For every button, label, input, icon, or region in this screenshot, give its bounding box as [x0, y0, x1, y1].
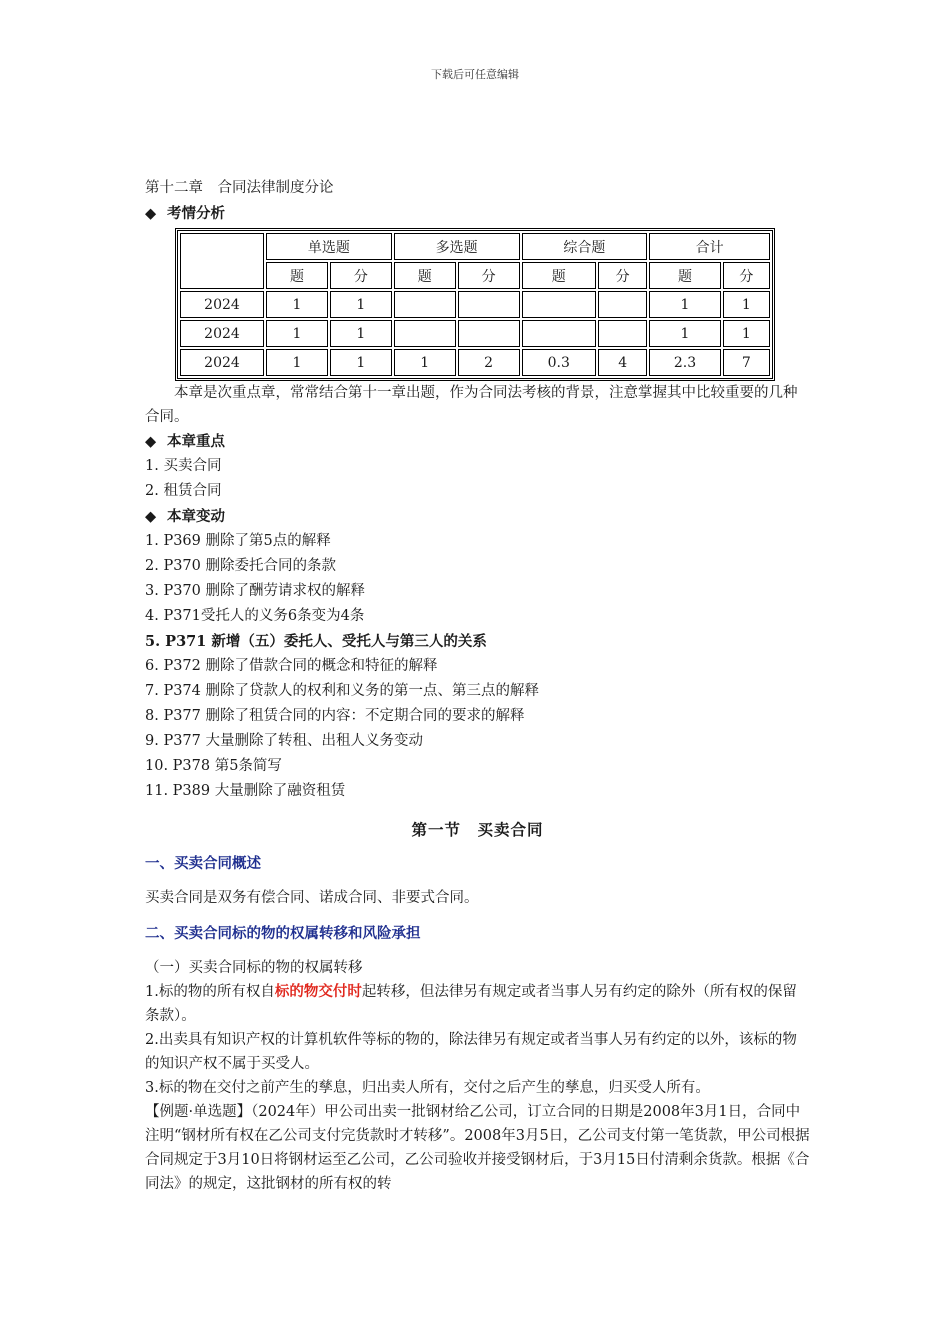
year-cell: 2024 [180, 349, 264, 376]
highlight-delivery-time: 标的物交付时 [274, 983, 362, 1000]
intro-paragraph: 本章是次重点章，常常结合第十一章出题，作为合同法考核的背景，注意掌握其中比较重要的几种合同。 [145, 385, 798, 425]
table-cell: 1 [723, 291, 770, 318]
table-cell: 1 [266, 320, 328, 347]
table-cell: 2.3 [649, 349, 721, 376]
chapter-title: 第十二章 合同法律制度分论 [145, 180, 334, 196]
subheader-cell: 分 [723, 262, 770, 289]
table-cell [458, 320, 520, 347]
group-header-single: 单选题 [266, 233, 392, 260]
table-row [180, 349, 770, 376]
list-item: 5. P371 新增（五）委托人、受托人与第三人的关系 [145, 633, 487, 650]
subsection-heading-overview: 一、买卖合同概述 [145, 855, 261, 872]
exam-stats-table [175, 228, 775, 381]
table-cell: 1 [723, 320, 770, 347]
table-corner-cell [180, 233, 264, 289]
list-item: 11. P389 大量删除了融资租赁 [145, 783, 346, 799]
subheader-cell: 题 [522, 262, 597, 289]
table-cell: 0.3 [522, 349, 597, 376]
list-item: 8. P377 删除了租赁合同的内容：不定期合同的要求的解释 [145, 708, 525, 724]
table-cell: 1 [394, 349, 456, 376]
list-item: 1. 买卖合同 [145, 458, 222, 474]
subheader-cell: 题 [649, 262, 721, 289]
group-header-comprehensive: 综合题 [522, 233, 648, 260]
table-cell: 4 [598, 349, 647, 376]
table-cell [394, 291, 456, 318]
table-cell: 1 [330, 291, 392, 318]
table-cell [522, 291, 597, 318]
table-row [180, 291, 770, 318]
item-ownership-transfer: 1.标的物的所有权自标的物交付时起转移，但法律另有规定或者当事人另有约定的除外（所有权的保留条款）。 [145, 983, 797, 1024]
section-title: 第一节 买卖合同 [411, 820, 544, 839]
item-ip-rights: 2.出卖具有知识产权的计算机软件等标的物的，除法律另有规定或者当事人另有约定的以外，该标的物的知识产权不属于买受人。 [145, 1032, 797, 1072]
sub-heading: （一）买卖合同标的物的权属转移 [145, 960, 363, 976]
list-item: 4. P371受托人的义务6条变为4条 [145, 608, 365, 624]
group-header-total: 合计 [649, 233, 770, 260]
item-fruits: 3.标的物在交付之前产生的孳息，归出卖人所有，交付之后产生的孳息，归买受人所有。 [145, 1080, 710, 1096]
list-item: 2. P370 删除委托合同的条款 [145, 558, 336, 574]
table-cell [598, 320, 647, 347]
list-item: 3. P370 删除了酬劳请求权的解释 [145, 583, 365, 599]
list-item: 9. P377 大量删除了转租、出租人义务变动 [145, 733, 423, 749]
table-cell [522, 320, 597, 347]
table-cell: 1 [266, 291, 328, 318]
table-cell [458, 291, 520, 318]
list-item: 2. 租赁合同 [145, 483, 222, 499]
diamond-bullet-icon: ◆ [145, 508, 157, 525]
year-cell: 2024 [180, 320, 264, 347]
changes-heading: ◆ 本章变动 [145, 504, 810, 529]
list-item: 10. P378 第5条简写 [145, 758, 282, 774]
subheader-cell: 分 [330, 262, 392, 289]
diamond-bullet-icon: ◆ [145, 433, 157, 450]
subheader-cell: 分 [598, 262, 647, 289]
subheader-cell: 题 [394, 262, 456, 289]
list-item: 1. P369 删除了第5点的解释 [145, 533, 331, 549]
exam-analysis-heading: ◆ 考情分析 [145, 201, 810, 226]
key-points-heading: ◆ 本章重点 [145, 429, 810, 454]
overview-paragraph: 买卖合同是双务有偿合同、诺成合同、非要式合同。 [145, 890, 479, 906]
table-cell [394, 320, 456, 347]
subheader-cell: 题 [266, 262, 328, 289]
table-cell: 1 [649, 291, 721, 318]
subsection-heading-ownership: 二、买卖合同标的物的权属转移和风险承担 [145, 925, 421, 942]
table-cell: 2 [458, 349, 520, 376]
group-header-multi: 多选题 [394, 233, 520, 260]
table-cell: 1 [266, 349, 328, 376]
table-cell: 1 [330, 320, 392, 347]
table-row [180, 320, 770, 347]
table-cell: 1 [330, 349, 392, 376]
document-body [145, 176, 810, 1196]
table-cell: 1 [649, 320, 721, 347]
table-cell [598, 291, 647, 318]
year-cell: 2024 [180, 291, 264, 318]
table-subheader-row [180, 262, 770, 289]
table-cell: 7 [723, 349, 770, 376]
header-note: 下载后可任意编辑 [431, 68, 519, 81]
list-item: 7. P374 删除了贷款人的权利和义务的第一点、第三点的解释 [145, 683, 539, 699]
list-item: 6. P372 删除了借款合同的概念和特征的解释 [145, 658, 438, 674]
table-header-row [180, 233, 770, 260]
example-question: 【例题·单选题】（2024年）甲公司出卖一批钢材给乙公司，订立合同的日期是2008年3月1日，合同中注明“钢材所有权在乙公司支付完货款时才转移”。2008年3月5日，乙公司支付第一笔货款，甲公司根据合同规定于3月10日将钢材运至乙公司，乙公司验收并接受钢材后，于3月15日付清剩余货款。根据《合同法》的规定，这批钢材的所有权的转 [145, 1104, 810, 1192]
subheader-cell: 分 [458, 262, 520, 289]
diamond-bullet-icon: ◆ [145, 205, 157, 222]
